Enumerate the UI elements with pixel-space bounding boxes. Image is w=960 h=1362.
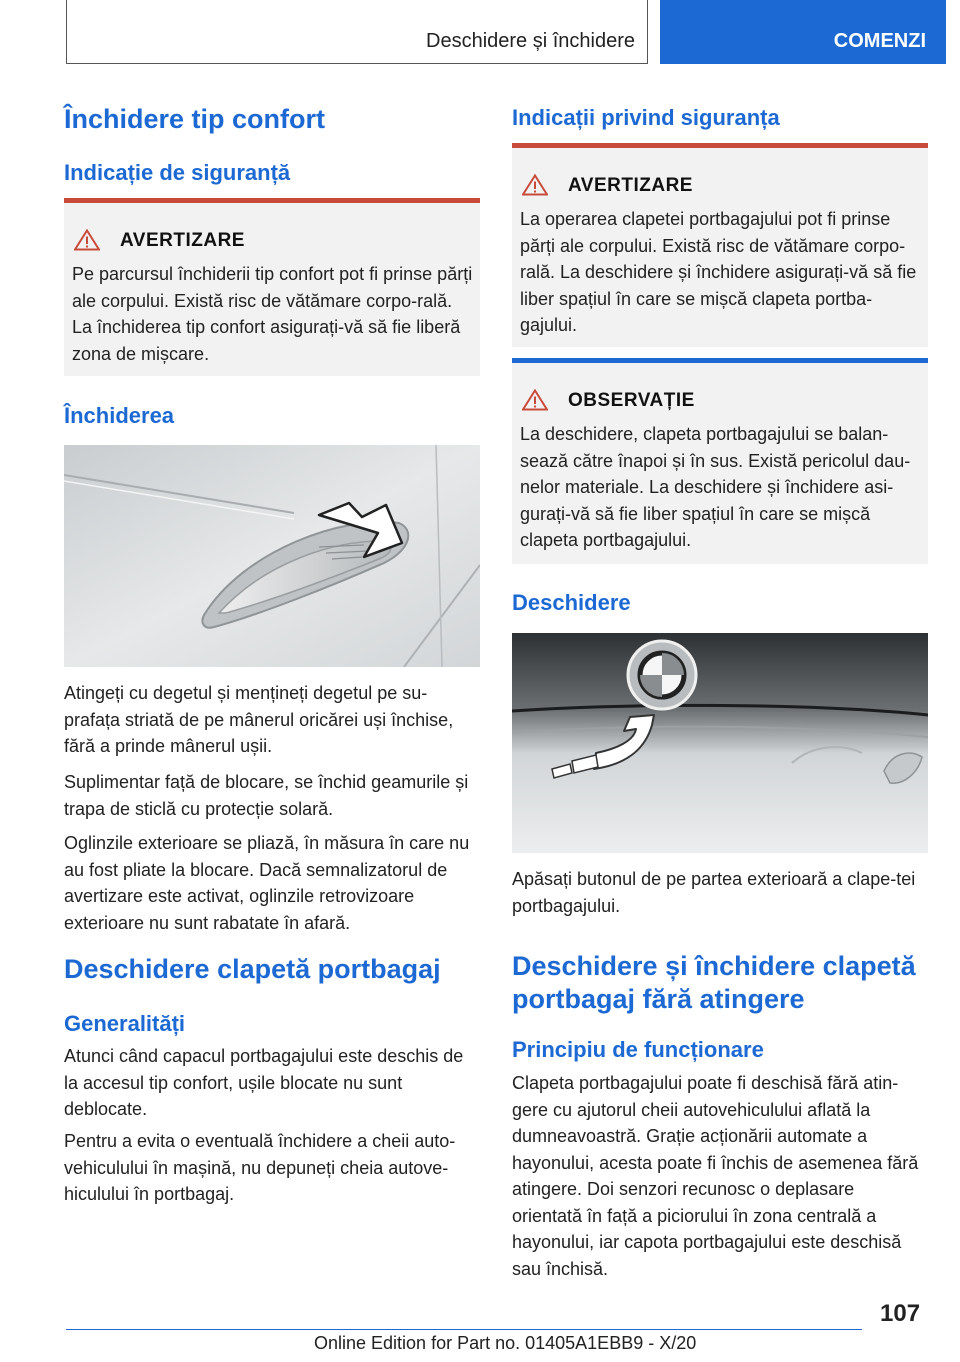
header-section-box [66, 0, 648, 64]
paragraph-general-2: Pentru a evita o eventuală închidere a cheii auto-vehiculului în mașină, nu depuneți cheia autove-hiculului în portbagaj. [64, 1131, 456, 1204]
paragraph-windows-close: Suplimentar față de blocare, se închid geamurile și trapa de sticlă cu protecție solară. [64, 772, 469, 819]
warning-text: Pe parcursul închiderii tip confort pot fi prinse părți ale corpului. Există risc de vătămare corpo-rală. La închiderea tip confort asigurați-vă să fie liberă zona de mișcare. [72, 264, 473, 364]
page-number: 107 [880, 1300, 921, 1327]
warning-text: La operarea clapetei portbagajului pot fi prinse părți ale corpului. Există risc de vătămare corpo-rală. La deschidere și închidere asigurați-vă să fie liber spațiul în care se mișcă clapeta portba-gajului. [520, 209, 917, 335]
heading-trunk-opening: Deschidere clapetă portbagaj [64, 954, 441, 984]
warning-triangle-icon [522, 174, 548, 196]
paragraph-mirrors: Oglinzile exterioare se pliază, în măsura în care nu au fost pliate la blocare. Dacă semnalizatorul de avertizare este activat, oglinzile retrovizoare exterioare nu sunt rabatate în afară. [64, 833, 470, 933]
header-chapter-tab [660, 0, 946, 64]
note-box-trunk [512, 358, 928, 564]
heading-comfort-closing: Închidere tip confort [64, 104, 326, 134]
heading-general: Generalități [64, 1011, 186, 1036]
heading-safety-note: Indicație de siguranță [64, 160, 291, 185]
heading-opening: Deschidere [512, 590, 631, 615]
paragraph-general-1: Atunci când capacul portbagajului este deschis de la accesul tip confort, ușile blocate nu sunt deblocate. [64, 1046, 464, 1119]
heading-closing: Închiderea [64, 403, 175, 428]
note-text: La deschidere, clapeta portbagajului se balan-sează către înapoi și în sus. Există pericolul dau-nelor materiale. La deschidere și închidere asi-gurați-vă să fie liber spațiul în care se mișcă clapeta portbagajului. [520, 424, 911, 550]
header-section-title: Deschidere și închidere [426, 30, 635, 52]
footer-edition: Online Edition for Part no. 01405A1EBB9 - X/20 [314, 1333, 697, 1353]
heading-safety-indications: Indicații privind siguranța [512, 105, 780, 130]
paragraph-press-button: Apăsați butonul de pe partea exterioară a clape-tei portbagajului. [512, 869, 916, 916]
warning-triangle-icon [74, 229, 100, 251]
warning-triangle-icon [522, 389, 548, 411]
warning-label: AVERTIZARE [568, 175, 693, 196]
header-chapter-title: COMENZI [833, 30, 926, 52]
footer-divider [66, 1329, 862, 1330]
paragraph-closing-touch: Atingeți cu degetul și mențineți degetul pe su-prafața striată de pe mânerul oricărei uși închise, fără a prinde mânerul ușii. [64, 683, 454, 756]
paragraph-principle: Clapeta portbagajului poate fi deschisă fără atin-gere cu ajutorul cheii autovehiculului aflată la dumneavoastră. Grație acționării automate a hayonului, acesta poate fi închis de asemenea fără atingere. Doi senzori recunosc o deplasare orientată în față a piciorului în zona centrală a hayonului, iar capota portbagajului este deschisă sau închisă. [512, 1073, 919, 1279]
door-handle-illustration [64, 445, 480, 667]
heading-touchless-trunk: Deschidere și închidere clapetă portbagaj fără atingere [512, 951, 916, 1014]
note-label: OBSERVAȚIE [568, 390, 695, 411]
warning-box-trunk [512, 143, 928, 347]
trunk-button-drawing [512, 633, 928, 853]
warning-box-comfort [64, 198, 480, 376]
trunk-button-illustration [512, 633, 928, 853]
warning-label: AVERTIZARE [120, 230, 245, 251]
door-handle-drawing [64, 445, 480, 667]
heading-principle: Principiu de funcționare [512, 1037, 764, 1062]
